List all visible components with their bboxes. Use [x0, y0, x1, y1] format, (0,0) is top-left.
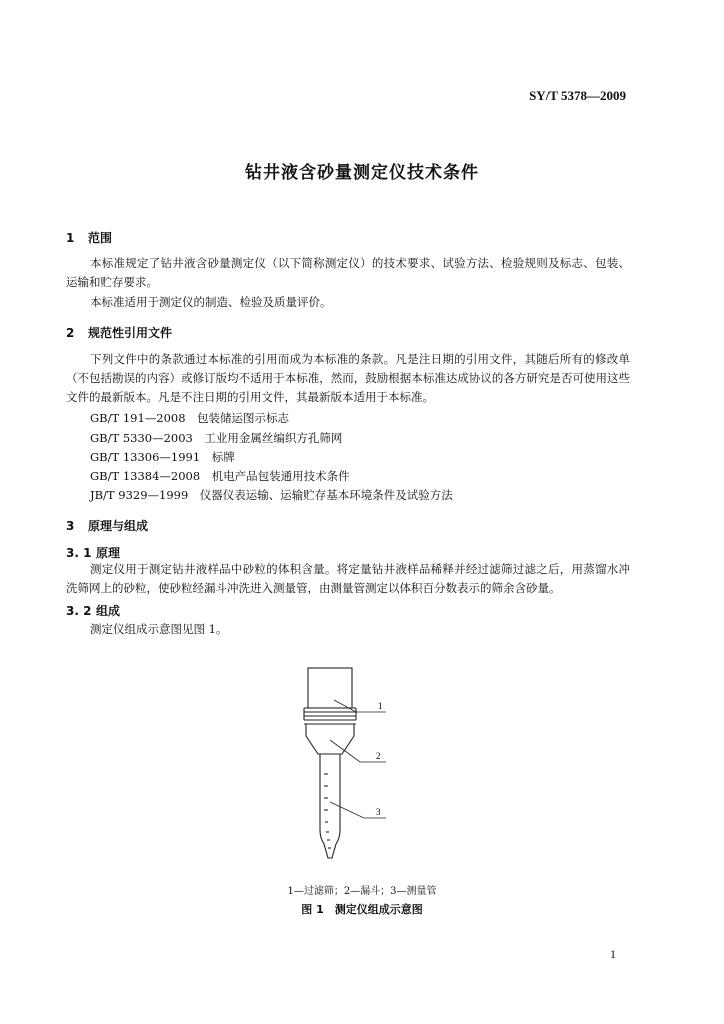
- section-number: 1: [66, 231, 75, 245]
- section-1-heading: [66, 229, 112, 246]
- section-1-paragraph-1: 本标准规定了钻井液含砂量测定仪（以下简称测定仪）的技术要求、试验方法、检验规则及标志、包装、运输和贮存要求。: [66, 256, 630, 289]
- reference-item: GB/T 5330—2003 工业用金属丝编织方孔筛网: [90, 431, 343, 445]
- callout-label-2: 2: [376, 751, 381, 761]
- document-title: 钻井液含砂量测定仪技术条件: [245, 163, 479, 183]
- section-number: 2: [66, 326, 75, 340]
- reference-item: GB/T 13306—1991 标牌: [90, 450, 235, 464]
- section-title: 范围: [88, 231, 113, 245]
- callout-label-1: 1: [378, 701, 383, 711]
- section-2-heading: [66, 324, 172, 341]
- measuring-tube-shape: [320, 754, 340, 858]
- standard-code: SY/T 5378—2009: [529, 88, 626, 103]
- funnel-shape: [306, 724, 354, 754]
- subsection-3-1-text: 测定仪用于测定钻井液样品中砂粒的体积含量。将定量钻井液样品稀释并经过滤筛过滤之后，用蒸馏水冲洗筛网上的砂粒，使砂粒经漏斗冲洗进入测量管，由测量管测定以体积百分数表示的筛余含砂量。: [66, 562, 630, 595]
- figure-title: 图 1 测定仪组成示意图: [301, 903, 423, 916]
- callout-label-3: 3: [376, 807, 381, 817]
- page-number: 1: [610, 947, 616, 961]
- section-1-paragraph-2: 本标准适用于测定仪的制造、检验及质量评价。: [90, 295, 332, 309]
- section-2-intro: 下列文件中的条款通过本标准的引用而成为本标准的条款。凡是注日期的引用文件，其随后所有的修改单（不包括勘误的内容）或修订版均不适用于本标准，然而，鼓励根据本标准达成协议的各方研究是否可使用这些文件的最新版本。凡是不注日期的引用文件，其最新版本适用于本标准。: [66, 352, 630, 404]
- subsection-number: 3. 2: [66, 604, 92, 618]
- reference-item: GB/T 191—2008 包装储运图示标志: [90, 411, 290, 425]
- subsection-number: 3. 1: [66, 546, 92, 560]
- sand-content-tester-diagram: [290, 662, 410, 872]
- subsection-3-2-heading: [66, 602, 120, 619]
- reference-item: JB/T 9329—1999 仪器仪表运输、运输贮存基本环境条件及试验方法: [90, 488, 453, 502]
- subsection-3-1-heading: [66, 544, 120, 561]
- figure-key: 1—过滤筛；2—漏斗；3—测量管: [287, 886, 437, 897]
- filter-screen-shape: [308, 668, 352, 708]
- subsection-title: 原理: [96, 546, 121, 560]
- reference-item: GB/T 13384—2008 机电产品包装通用技术条件: [90, 469, 350, 483]
- section-3-heading: [66, 517, 148, 534]
- section-number: 3: [66, 519, 75, 533]
- subsection-3-2-text: 测定仪组成示意图见图 1。: [90, 622, 228, 636]
- subsection-title: 组成: [96, 604, 121, 618]
- section-title: 原理与组成: [88, 519, 149, 533]
- section-title: 规范性引用文件: [88, 326, 173, 340]
